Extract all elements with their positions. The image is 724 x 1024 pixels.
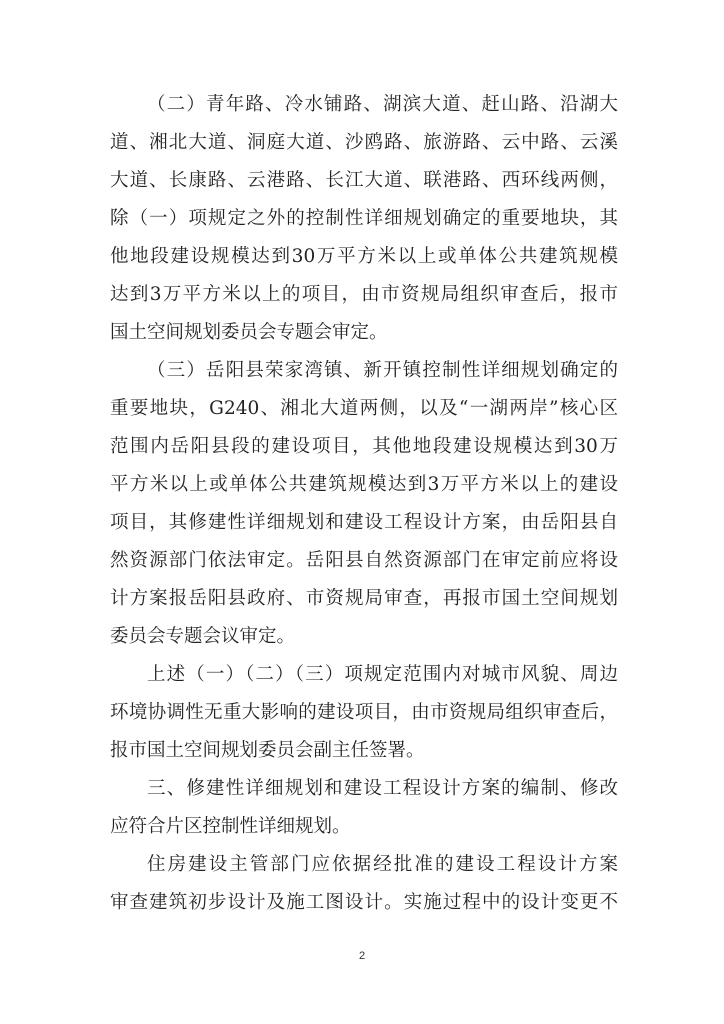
- paragraph-housing-line-1: 住房建设主管部门应依据经批准的建设工程设计方案: [147, 854, 618, 875]
- paragraph-2-line-5: 他地段建设规模达到30万平方米以上或单体公共建筑规模: [110, 246, 618, 267]
- paragraph-summary-line-3: 报市国土空间规划委员会副主任签署。: [110, 740, 425, 761]
- paragraph-summary-line-2: 环境协调性无重大影响的建设项目，由市资规局组织审查后，: [110, 702, 618, 723]
- paragraph-3-line-8: 委员会专题会议审定。: [110, 626, 296, 647]
- page-number: 2: [358, 950, 366, 962]
- paragraph-2-line-1: （二）青年路、冷水铺路、湖滨大道、赶山路、沿湖大: [147, 94, 618, 115]
- paragraph-housing-line-2: 审查建筑初步设计及施工图设计。实施过程中的设计变更不: [110, 892, 618, 913]
- paragraph-2-line-6: 达到3万平方米以上的项目，由市资规局组织审查后，报市: [110, 284, 618, 305]
- paragraph-2-line-4: 除（一）项规定之外的控制性详细规划确定的重要地块，其: [110, 208, 618, 229]
- paragraph-3-line-3: 范围内岳阳县段的建设项目，其他地段建设规模达到30万: [110, 436, 618, 457]
- paragraph-3-line-5: 项目，其修建性详细规划和建设工程设计方案，由岳阳县自: [110, 512, 618, 533]
- paragraph-3-line-4: 平方米以上或单体公共建筑规模达到3万平方米以上的建设: [110, 474, 618, 495]
- paragraph-summary-line-1: 上述（一）（二）（三）项规定范围内对城市风貌、周边: [147, 664, 618, 685]
- paragraph-2-line-2: 道、湘北大道、洞庭大道、沙鸥路、旅游路、云中路、云溪: [110, 132, 618, 153]
- paragraph-2-line-7: 国土空间规划委员会专题会审定。: [110, 322, 388, 343]
- paragraph-3-line-1: （三）岳阳县荣家湾镇、新开镇控制性详细规划确定的: [147, 360, 618, 381]
- paragraph-3-line-2: 重要地块，G240、湘北大道两侧，以及“一湖两岸”核心区: [110, 398, 618, 419]
- section-3-line-1: 三、修建性详细规划和建设工程设计方案的编制、修改: [147, 778, 618, 799]
- paragraph-3-line-6: 然资源部门依法审定。岳阳县自然资源部门在审定前应将设: [110, 550, 618, 571]
- paragraph-2-line-3: 大道、长康路、云港路、长江大道、联港路、西环线两侧，: [110, 170, 618, 191]
- paragraph-3-line-7: 计方案报岳阳县政府、市资规局审查，再报市国土空间规划: [110, 588, 618, 609]
- section-3-line-2: 应符合片区控制性详细规划。: [110, 816, 351, 837]
